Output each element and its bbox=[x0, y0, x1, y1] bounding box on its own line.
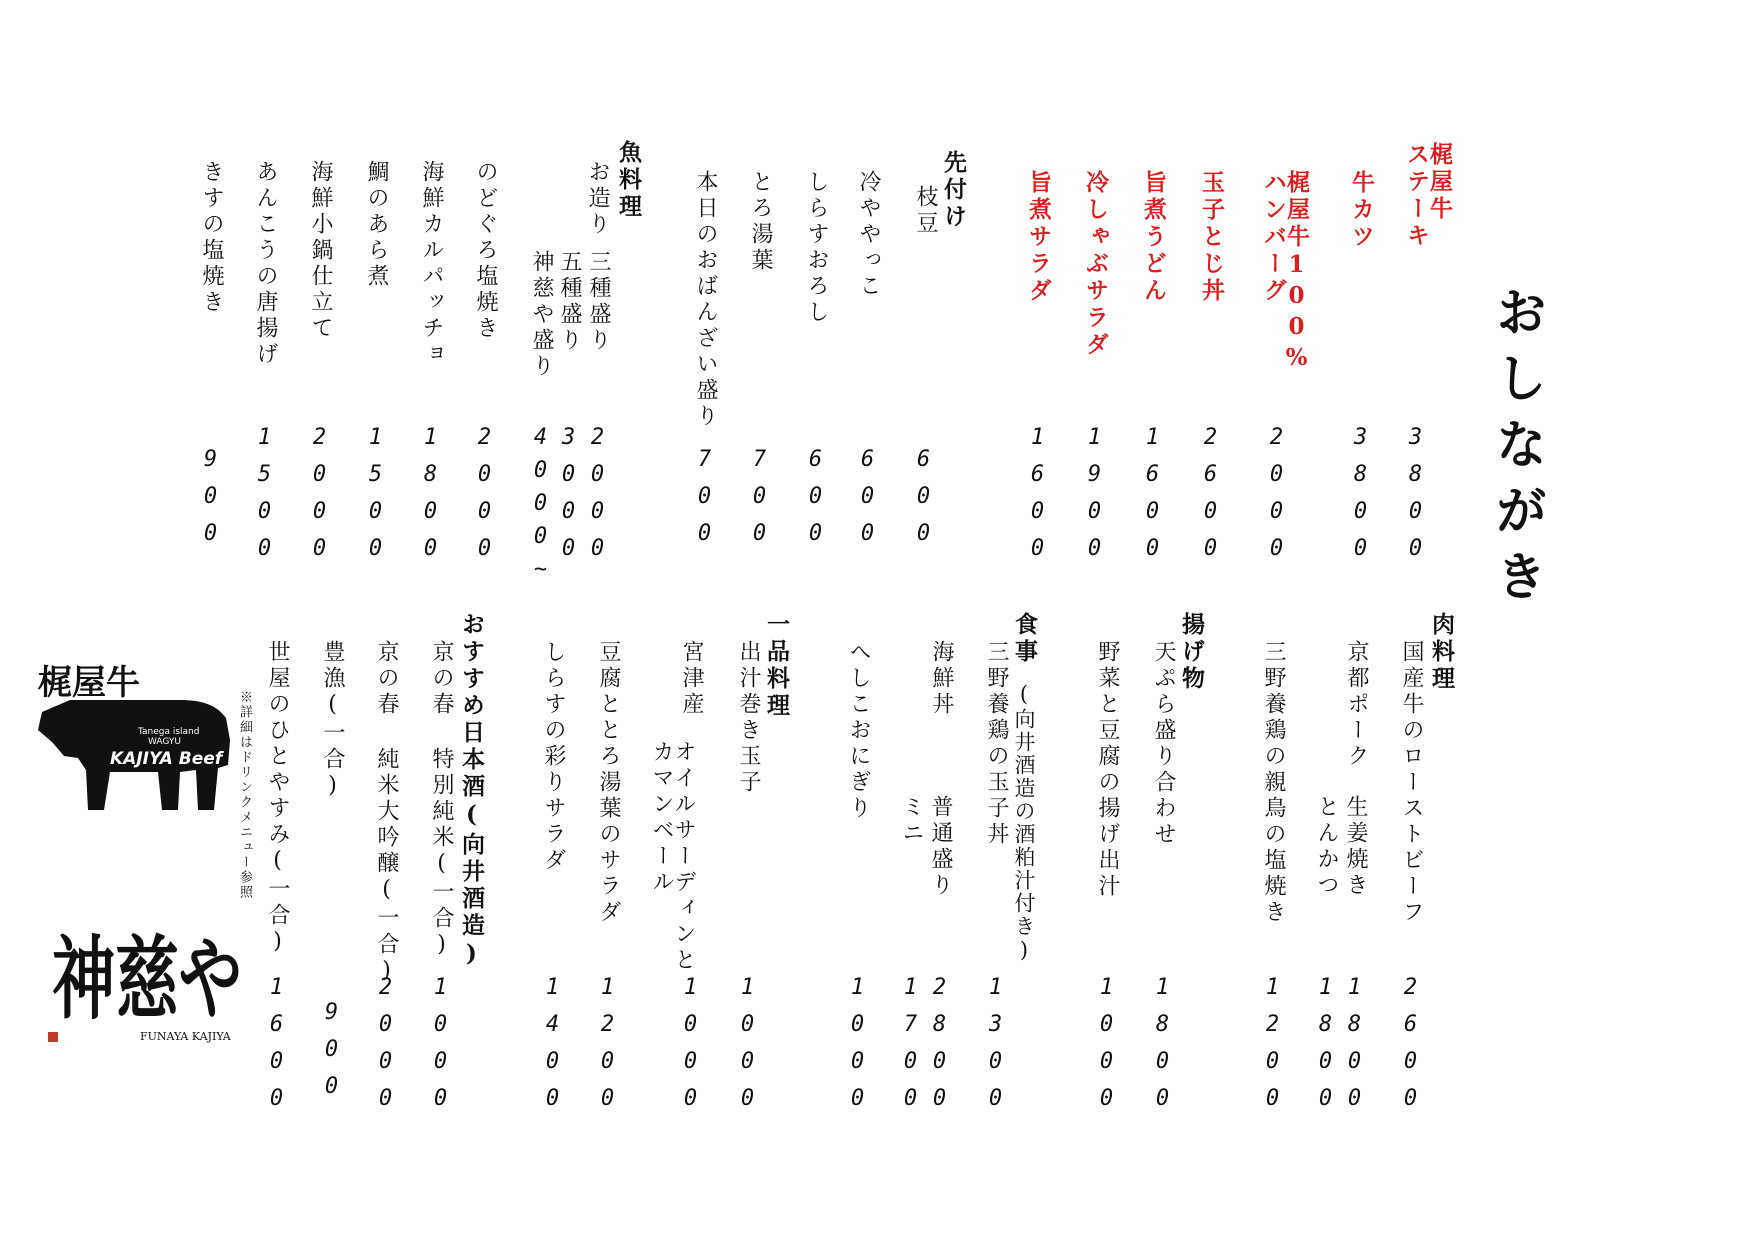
price-ankou-karaage: 1500 bbox=[252, 425, 277, 573]
menu-item-kaisen-konabe: 海鮮小鍋仕立て bbox=[308, 160, 333, 342]
menu-item-tokubetsu-junmai: 京の春 特別純米(一合) bbox=[429, 640, 454, 961]
menu-item-roast-beef: 国産牛のローストビーフ bbox=[1399, 640, 1424, 926]
price-umani-salad: 1600 bbox=[1025, 425, 1050, 573]
drink-menu-note: ※詳細はドリンクメニュー参照 bbox=[237, 690, 252, 900]
menu-item-tai-arani: 鯛のあら煮 bbox=[364, 160, 389, 290]
menu-item-umani-udon: 旨煮うどん bbox=[1140, 170, 1167, 305]
price-kaisen-konabe: 2000 bbox=[307, 425, 332, 573]
price-hiyashabu-salad: 1900 bbox=[1082, 425, 1107, 573]
menu-item-yuba-salad: 豆腐ととろ湯葉のサラダ bbox=[596, 640, 621, 926]
menu-item-tamagotoji-don: 玉子とじ丼 bbox=[1198, 170, 1225, 305]
menu-item-umani-salad: 旨煮サラダ bbox=[1025, 170, 1052, 305]
price-hiyayakko: 600 bbox=[855, 447, 880, 558]
menu-item-kyoto-pork: 京都ポーク bbox=[1344, 640, 1369, 770]
menu-item-futsu-mori: 普通盛り bbox=[928, 795, 953, 899]
section-heading-meat: 肉料理 bbox=[1428, 612, 1455, 693]
price-tokubetsu-junmai: 1000 bbox=[428, 975, 453, 1123]
menu-item-horyo: 豊漁(一合) bbox=[320, 640, 345, 802]
otsukuri-label: お造り bbox=[585, 160, 610, 238]
price-dashimaki: 1000 bbox=[735, 975, 760, 1123]
menu-item-kamijiya-mori: 神慈や盛り bbox=[529, 250, 554, 380]
menu-item-dashimaki: 出汁巻き玉子 bbox=[736, 640, 761, 796]
menu-item-shirasu-oroshi: しらすおろし bbox=[804, 170, 829, 326]
seal-stamp-icon bbox=[48, 1032, 58, 1042]
menu-item-nodoguro: のどぐろ塩焼き bbox=[473, 160, 498, 342]
calligraphy-logo-icon bbox=[40, 880, 260, 1060]
meal-note: (向井酒造の酒粕汁付き) bbox=[1012, 682, 1036, 964]
price-heshiko-onigiri: 1000 bbox=[845, 975, 870, 1123]
menu-item-kisu: きすの塩焼き bbox=[199, 160, 224, 316]
menu-item-agedashi: 野菜と豆腐の揚げ出汁 bbox=[1095, 640, 1120, 900]
shop-logo-text: 神慈や bbox=[52, 926, 242, 1032]
price-tamago-don: 1300 bbox=[983, 975, 1008, 1123]
section-heading-meal: 食事 bbox=[1011, 612, 1038, 666]
price-yuba-salad: 1200 bbox=[595, 975, 620, 1123]
beef-logo-text: 梶屋牛 bbox=[38, 663, 140, 703]
price-kisu: 900 bbox=[198, 447, 223, 558]
price-oil-sardine: 1000 bbox=[678, 975, 703, 1123]
section-heading-fried: 揚げ物 bbox=[1178, 612, 1205, 693]
menu-item-carpaccio: 海鮮カルパッチョ bbox=[419, 160, 444, 368]
price-horyo: 900 bbox=[319, 1000, 344, 1111]
price-shogayaki: 1800 bbox=[1342, 975, 1367, 1123]
menu-item-hiyashabu-salad: 冷しゃぶサラダ bbox=[1082, 170, 1109, 359]
beef-logo-sub3: KAJIYA Beef bbox=[110, 749, 223, 769]
menu-item-obanzai: 本日のおばんざい盛り bbox=[693, 170, 718, 430]
price-mini: 1700 bbox=[898, 975, 923, 1123]
price-seya-hitoyasumi: 1600 bbox=[264, 975, 289, 1123]
menu-item-tonkatsu: とんかつ bbox=[1314, 795, 1339, 899]
price-goshu-mori: 3000 bbox=[556, 425, 581, 573]
kajiya-beef-logo bbox=[30, 660, 240, 830]
price-roast-beef: 2600 bbox=[1398, 975, 1423, 1123]
price-hamburg: 2000 bbox=[1264, 425, 1289, 573]
menu-item-hamburg: 梶屋牛100% ハンバーグ bbox=[1260, 170, 1310, 375]
shop-logo bbox=[40, 880, 260, 1060]
beef-logo-sub1: Tanega island bbox=[138, 727, 200, 737]
menu-item-kaisen-don: 海鮮丼 bbox=[929, 640, 954, 718]
price-futsu-mori: 2800 bbox=[927, 975, 952, 1123]
menu-item-hiyayakko: 冷ややっこ bbox=[856, 170, 881, 300]
price-tempura: 1800 bbox=[1150, 975, 1175, 1123]
price-toro-yuba: 700 bbox=[747, 447, 772, 558]
beef-logo-sub2: WAGYU bbox=[148, 737, 182, 747]
price-tonkatsu: 1800 bbox=[1313, 975, 1338, 1123]
menu-item-shirasu-salad: しらすの彩りサラダ bbox=[541, 640, 566, 874]
menu-item-ankou-karaage: あんこうの唐揚げ bbox=[253, 160, 278, 368]
menu-item-miyazu: 宮津産 bbox=[679, 640, 704, 718]
price-junmai-daiginjo: 2000 bbox=[373, 975, 398, 1123]
price-shirasu-salad: 1400 bbox=[540, 975, 565, 1123]
page-title: おしながき bbox=[1486, 285, 1547, 615]
price-kamijiya-mori: 4000~ bbox=[528, 425, 553, 590]
price-gyukatsu: 3800 bbox=[1348, 425, 1373, 573]
menu-item-edamame: 枝豆 bbox=[913, 185, 938, 237]
price-oyadori: 1200 bbox=[1260, 975, 1285, 1123]
price-edamame: 600 bbox=[911, 447, 936, 558]
section-heading-sake: おすすめ日本酒(向井酒造) bbox=[458, 612, 485, 971]
cow-silhouette-icon bbox=[30, 660, 240, 830]
menu-item-mini: ミニ bbox=[899, 795, 924, 847]
menu-item-kajiya-steak: 梶屋牛 ステーキ bbox=[1403, 142, 1453, 250]
menu-item-tamago-don: 三野養鶏の玉子丼 bbox=[984, 640, 1009, 848]
menu-item-goshu-mori: 五種盛り bbox=[557, 250, 582, 354]
menu-item-oyadori: 三野養鶏の親鳥の塩焼き bbox=[1261, 640, 1286, 926]
section-heading-fish: 魚料理 bbox=[615, 140, 642, 221]
menu-item-heshiko-onigiri: へしこおにぎり bbox=[846, 640, 871, 822]
menu-item-shogayaki: 生姜焼き bbox=[1343, 795, 1368, 899]
price-kajiya-steak: 3800 bbox=[1403, 425, 1428, 573]
menu-item-toro-yuba: とろ湯葉 bbox=[748, 170, 773, 274]
menu-item-oil-sardine: オイルサーディンと カマンベール bbox=[649, 740, 696, 974]
price-carpaccio: 1800 bbox=[418, 425, 443, 573]
price-shirasu-oroshi: 600 bbox=[803, 447, 828, 558]
section-heading-sakizuke: 先付け bbox=[940, 150, 967, 231]
price-tamagotoji-don: 2600 bbox=[1198, 425, 1223, 573]
shop-logo-sub: FUNAYA KAJIYA bbox=[140, 1030, 231, 1043]
menu-item-sanshu-mori: 三種盛り bbox=[586, 250, 611, 354]
menu-item-seya-hitoyasumi: 世屋のひとやすみ(一合) bbox=[265, 640, 290, 958]
menu-item-gyukatsu: 牛カツ bbox=[1348, 170, 1375, 251]
price-nodoguro: 2000 bbox=[472, 425, 497, 573]
price-agedashi: 1000 bbox=[1094, 975, 1119, 1123]
price-sanshu-mori: 2000 bbox=[585, 425, 610, 573]
price-umani-udon: 1600 bbox=[1140, 425, 1165, 573]
price-obanzai: 700 bbox=[692, 447, 717, 558]
section-heading-ippin: 一品料理 bbox=[763, 612, 790, 720]
menu-item-tempura: 天ぷら盛り合わせ bbox=[1151, 640, 1176, 848]
price-tai-arani: 1500 bbox=[363, 425, 388, 573]
menu-item-junmai-daiginjo: 京の春 純米大吟醸(一合) bbox=[374, 640, 399, 987]
